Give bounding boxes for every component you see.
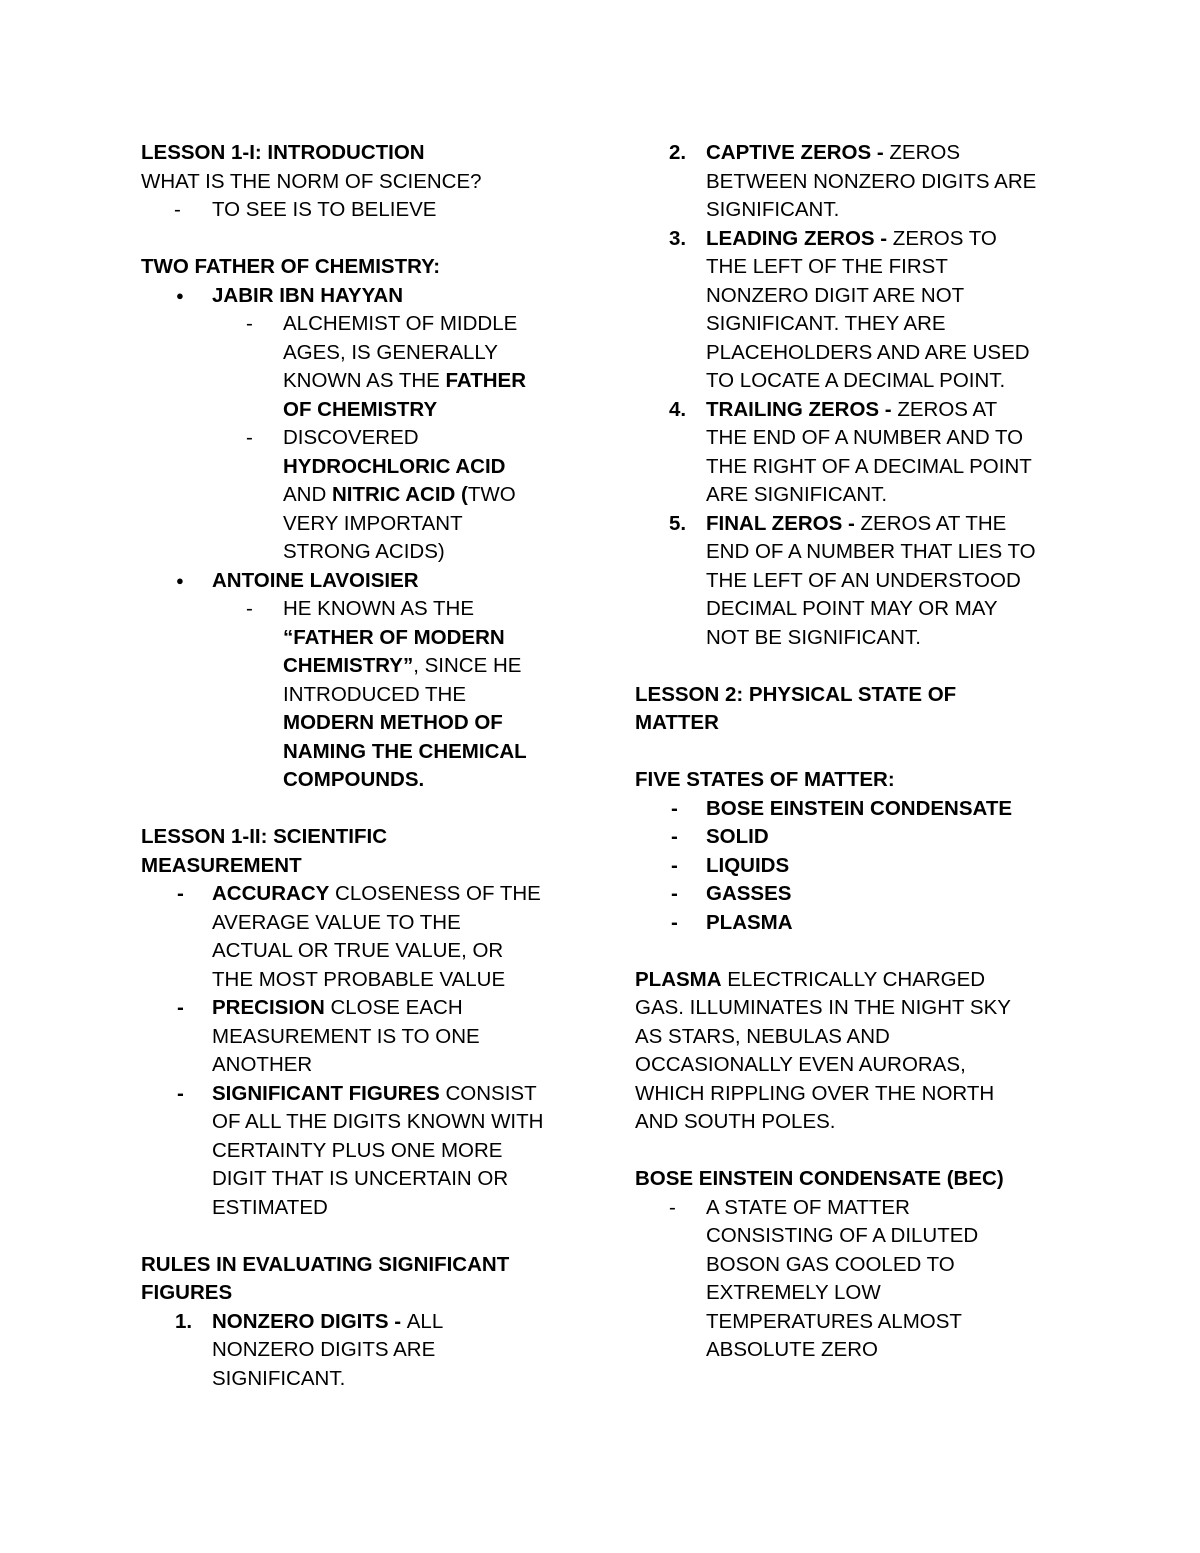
list-item: - PLASMA bbox=[635, 909, 1075, 938]
list-item: - TO SEE IS TO BELIEVE bbox=[141, 196, 581, 225]
right-column: 2. CAPTIVE ZEROS - ZEROS BETWEEN NONZERO DIGITS ARE SIGNIFICANT. 3. LEADING ZEROS - ZEROS TO THE LEFT OF THE FIRST NONZERO DIGIT ARE NOT SIGNIFICANT. THEY ARE PLACEHOLDERS AND ARE USED TO LOCATE A DECIMAL POINT. 4. TRAILING ZEROS - ZEROS AT THE END OF A NUMBER AND TO THE RIGHT OF A DECIMAL POINT ARE SIGNIFICANT. 5. FINAL ZEROS - ZEROS AT THE END OF A NUMBER THAT LIES TO THE LEFT OF AN UNDERSTOOD DECIMAL POINT MAY OR MAY NOT BE SIGNIFICANT. LESSON 2: PHYSICAL STATE OF MATTER FIVE STATES OF MATTER: - BOSE EINSTEIN CONDENSATE - SOLID - LIQUIDS - GASSES - PLASMA PLASMA ELECTRICALLY CHARGED GAS. ILLUMINATES IN THE NIGHT SKY AS STARS, NEBULAS AND OCCASIONALLY EVEN AURORAS, WHICH RIPPLING OVER THE NORTH AND SOUTH POLES. BOSE EINSTEIN CONDENSATE (BEC) - A STATE OF MATTER CONSISTING OF A DILUTED BOSON GAS COOLED TO EXTREMELY LOW TEMPERATURES ALMOST ABSOLUTE ZERO bbox=[635, 139, 1075, 1365]
list-item: - DISCOVERED HYDROCHLORIC ACID AND NITRIC ACID (TWO VERY IMPORTANT STRONG ACIDS) bbox=[246, 426, 516, 563]
left-column: LESSON 1-I: INTRODUCTION WHAT IS THE NORM OF SCIENCE? - TO SEE IS TO BELIEVE TWO FATHER OF CHEMISTRY: ● JABIR IBN HAYYAN - ALCHEMIST OF MIDDLE AGES, IS GENERALLY KNOWN AS THE FATHER OF CHEMISTRY - DISCOVERED HYDROCHLORIC ACID AND NITRIC ACID (TWO VERY IMPORTANT STRONG ACIDS) ● ANTOINE LAVOISIER - HE KNOWN AS THE “FATHER OF MODERN CHEMISTRY”, SINCE HE INTRODUCED THE MODERN METHOD OF NAMING THE CHEMICAL COMPOUNDS. LESSON 1-II: SCIENTIFIC MEASUREMENT - ACCURACY CLOSENESS OF THE AVERAGE VALUE TO THE ACTUAL OR TRUE VALUE, OR THE MOST PROBABLE VALUE - PRECISION CLOSE EACH MEASUREMENT IS TO ONE ANOTHER - SIGNIFICANT FIGURES CONSIST OF ALL THE DIGITS KNOWN WITH CERTAINTY PLUS ONE MORE DIGIT THAT IS UNCERTAIN OR ESTIMATED RULES IN EVALUATING SIGNIFICANT FIGURES 1. NONZERO DIGITS - ALL NONZERO DIGITS ARE SIGNIFICANT. bbox=[141, 139, 581, 1393]
bullet-marker: ● bbox=[176, 287, 184, 303]
fathers-heading: TWO FATHER OF CHEMISTRY: bbox=[141, 255, 441, 278]
dash-marker: - bbox=[671, 910, 678, 934]
dash-marker: - bbox=[177, 882, 184, 905]
list-item: - LIQUIDS bbox=[635, 852, 1075, 881]
list-item: ● ANTOINE LAVOISIER bbox=[141, 567, 581, 596]
list-item: - SIGNIFICANT FIGURES CONSIST OF ALL THE DIGITS KNOWN WITH CERTAINTY PLUS ONE MORE DIGIT THAT IS UNCERTAIN OR ESTIMATED bbox=[177, 1081, 544, 1219]
list-item: 2. CAPTIVE ZEROS - ZEROS BETWEEN NONZERO DIGITS ARE SIGNIFICANT. bbox=[669, 141, 1037, 221]
dash-marker: - bbox=[671, 882, 678, 905]
bullet-marker: ● bbox=[176, 572, 184, 588]
plasma-paragraph: PLASMA ELECTRICALLY CHARGED GAS. ILLUMINATES IN THE NIGHT SKY AS STARS, NEBULAS AND OCCASIONALLY EVEN AURORAS, WHICH RIPPLING OVER THE NORTH AND SOUTH POLES. bbox=[635, 967, 1011, 1133]
list-item: - A STATE OF MATTER CONSISTING OF A DILUTED BOSON GAS COOLED TO EXTREMELY LOW TEMPERATURES ALMOST ABSOLUTE ZERO bbox=[669, 1195, 979, 1361]
list-item: - ACCURACY CLOSENESS OF THE AVERAGE VALUE TO THE ACTUAL OR TRUE VALUE, OR THE MOST PROBABLE VALUE bbox=[177, 882, 541, 991]
list-item: ● JABIR IBN HAYYAN bbox=[141, 282, 581, 311]
dash-marker: - bbox=[177, 996, 184, 1019]
list-item: - ALCHEMIST OF MIDDLE AGES, IS GENERALLY KNOWN AS THE FATHER OF CHEMISTRY bbox=[246, 312, 526, 421]
list-item: 4. TRAILING ZEROS - ZEROS AT THE END OF A NUMBER AND TO THE RIGHT OF A DECIMAL POINT ARE SIGNIFICANT. bbox=[669, 397, 1032, 506]
lesson-1-title: LESSON 1-I: INTRODUCTION bbox=[141, 141, 425, 164]
dash-marker: - bbox=[246, 312, 253, 335]
dash-marker: - bbox=[174, 198, 181, 221]
dash-marker: - bbox=[177, 1081, 184, 1105]
list-item: - PRECISION CLOSE EACH MEASUREMENT IS TO ONE ANOTHER bbox=[177, 996, 480, 1076]
dash-marker: - bbox=[671, 853, 678, 877]
list-item: - SOLID bbox=[635, 823, 1075, 852]
lesson-1ii-title: LESSON 1-II: SCIENTIFIC bbox=[141, 825, 388, 848]
list-number: 5. bbox=[669, 511, 687, 535]
dash-marker: - bbox=[246, 597, 253, 620]
list-number: 1. bbox=[175, 1309, 193, 1333]
list-number: 3. bbox=[669, 226, 687, 250]
dash-marker: - bbox=[669, 1195, 676, 1219]
list-item: - BOSE EINSTEIN CONDENSATE bbox=[635, 795, 1075, 824]
list-item: 3. LEADING ZEROS - ZEROS TO THE LEFT OF THE FIRST NONZERO DIGIT ARE NOT SIGNIFICANT. THEY ARE PLACEHOLDERS AND ARE USED TO LOCATE A DECIMAL POINT. bbox=[669, 226, 1030, 392]
dash-marker: - bbox=[246, 426, 253, 449]
dash-marker: - bbox=[671, 796, 678, 820]
rules-title: RULES IN EVALUATING SIGNIFICANT bbox=[141, 1252, 510, 1276]
norm-question: WHAT IS THE NORM OF SCIENCE? bbox=[141, 169, 482, 193]
list-item: 5. FINAL ZEROS - ZEROS AT THE END OF A NUMBER THAT LIES TO THE LEFT OF AN UNDERSTOOD DECIMAL POINT MAY OR MAY NOT BE SIGNIFICANT. bbox=[669, 511, 1036, 649]
list-item: - GASSES bbox=[635, 880, 1075, 909]
list-number: 2. bbox=[669, 141, 687, 164]
states-heading: FIVE STATES OF MATTER: bbox=[635, 768, 895, 791]
list-item: - HE KNOWN AS THE “FATHER OF MODERN CHEMISTRY”, SINCE HE INTRODUCED THE MODERN METHOD OF NAMING THE CHEMICAL COMPOUNDS. bbox=[246, 597, 527, 791]
lesson-2-title: LESSON 2: PHYSICAL STATE OF bbox=[635, 682, 957, 706]
list-item: 1. NONZERO DIGITS - ALL NONZERO DIGITS ARE SIGNIFICANT. bbox=[175, 1309, 444, 1390]
list-number: 4. bbox=[669, 397, 687, 421]
dash-marker: - bbox=[671, 825, 678, 848]
bec-heading: BOSE EINSTEIN CONDENSATE (BEC) bbox=[635, 1167, 1004, 1190]
